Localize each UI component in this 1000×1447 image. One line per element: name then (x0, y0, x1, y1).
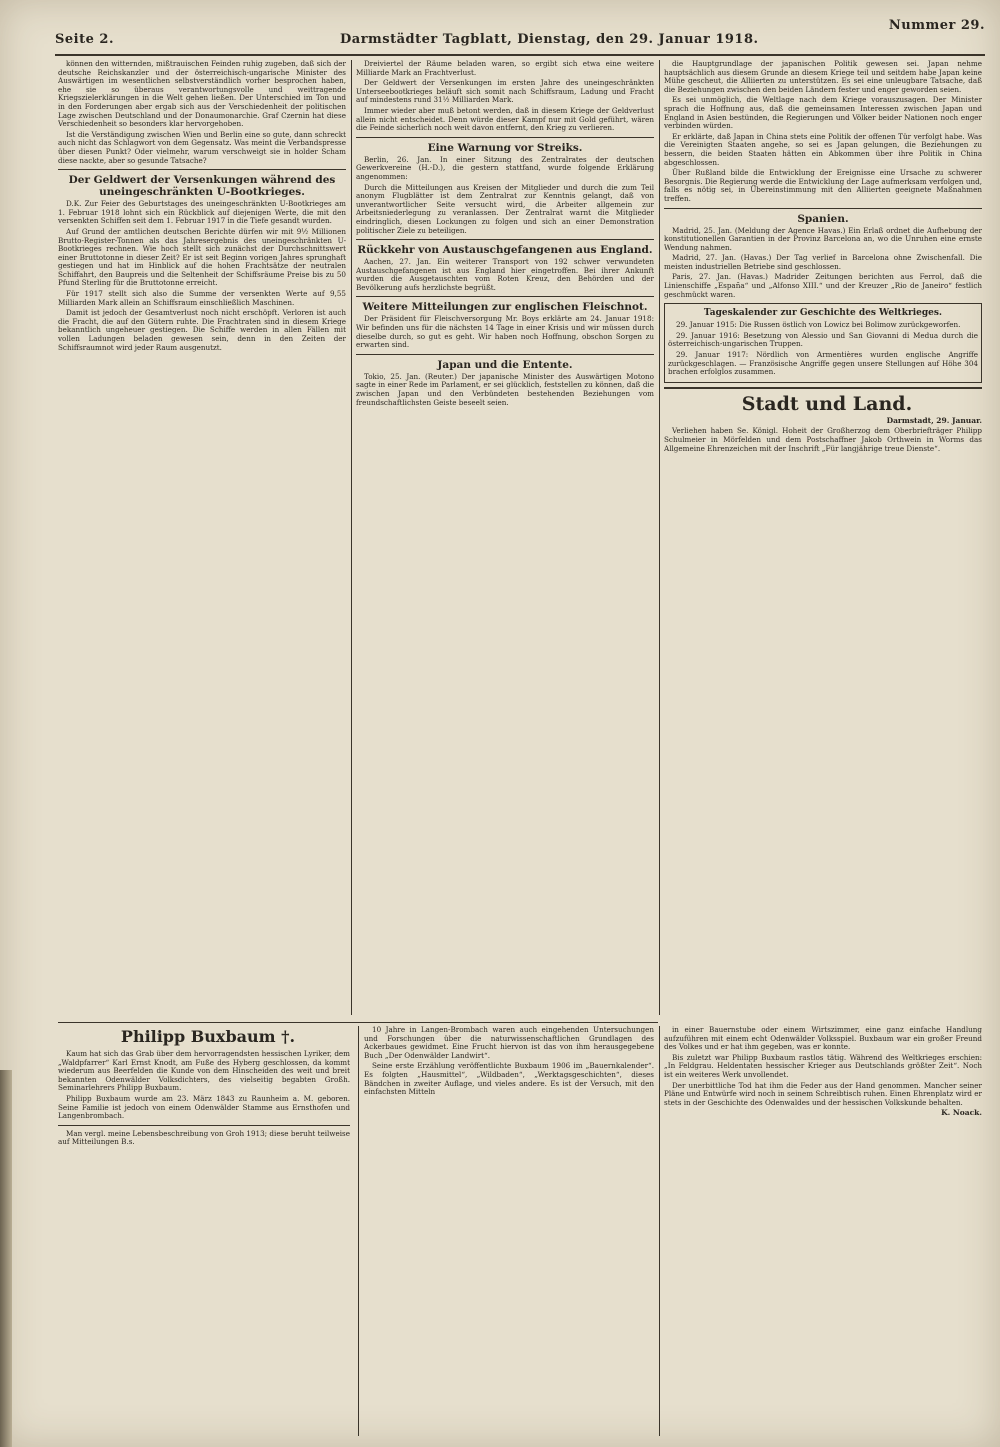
feuilleton-rule (58, 1022, 658, 1023)
feuilleton-paragraph: Der unerbittliche Tod hat ihm die Feder aus der Hand genommen. Mancher seiner Pläne und Entwürfe wird noch in seinem Schreibtisch ruhen. Einen Ehrenplatz wird er stets in der Geschichte des Odenwaldes und der hessischen Volkskunde behalten. (664, 1080, 982, 1107)
col2-paragraph: Immer wieder aber muß betont werden, daß in diesem Kriege der Geldverlust allein nicht entscheidet. Denn würde dieser Kampf nur mit Gold geführt, wären die Feinde sicherlich noch weit davon entfernt, den Krieg zu verlieren. (356, 105, 654, 133)
col3-paragraph: die Hauptgrundlage der japanischen Politik gewesen sei. Japan nehme hauptsächlich aus diesem Grunde an diesem Kriege teil und seitdem habe Japan keine Mühe gescheut, die Alliierten zu unterstützen. Es sei eine unleugbare Tatsache, daß die Beziehungen zwischen den beiden Ländern fester und enger geworden seien. (664, 60, 982, 94)
dateline: Darmstadt, 29. Januar. (886, 415, 982, 425)
col2-paragraph: Dreiviertel der Räume beladen waren, so ergibt sich etwa eine weitere Milliarde Mark an Frachtverlust. (356, 60, 654, 77)
article-heading: Weitere Mitteilungen zur englischen Fleischnot. (362, 301, 648, 314)
col3-paragraph: Er erklärte, daß Japan in China stets eine Politik der offenen Tür verfolgt habe. Was die Vereinigten Staaten angehe, so sei es Japan gelungen, die Beziehungen zu bessern, die beiden Staaten hätten ein Abkommen über ihre Politik in China abgeschlossen. (664, 131, 982, 167)
section-heading: Stadt und Land. (741, 392, 913, 415)
col3-paragraph: Über Rußland bilde die Entwicklung der Ereignisse eine Ursache zu schwerer Besorgnis. Die Regierung werde die Entwicklung der Lage aufmerksam verfolgen und, falls es nötig sei, in Übereinstimmung mit den Alliierten geeignete Maßnahmen treffen. (664, 168, 982, 203)
col3-paragraph: Verliehen haben Se. Königl. Hoheit der Großherzog dem Oberbriefträger Philipp Schulmeier in Mörfelden und dem Postschaffner Jakob Orthwein in Worms das Allgemeine Ehrenzeichen mit der Inschrift „Für langjährige treue Dienste“. (664, 426, 982, 453)
page-edge-shadow (0, 1070, 12, 1447)
divider (58, 169, 346, 170)
masthead-rule (55, 54, 985, 56)
column-rule (351, 60, 352, 1015)
col2-paragraph: Der Geldwert der Versenkungen im ersten Jahre des uneingeschränkten Unterseebootkrieges beläuft sich somit nach Schiffsraum, Ladung und Fracht auf mindestens rund 31½ Milliarden Mark. (356, 78, 654, 105)
col2-paragraph: Durch die Mitteilungen aus Kreisen der Mitglieder und durch die zum Teil anonym Flugblätter ist dem Zentralrat zur Kenntnis gelangt, daß von unverantwortlicher Seite versucht wird, die Arbeiter allgemein zur Arbeitsniederlegung zu veranlassen. Der Zentralrat warnt die Mitglieder eindringlich, diesen Lockungen zu folgen und sich an einer Demonstration politischer Ziele zu beteiligen. (356, 182, 654, 235)
article-heading: Eine Warnung vor Streiks. (427, 141, 583, 154)
footnote: Man vergl. meine Lebensbeschreibung von Groh 1913; diese beruht teilweise auf Mitteilungen B.s. (58, 1128, 350, 1147)
divider (356, 137, 654, 138)
signature: K. Noack. (941, 1108, 982, 1118)
feuilleton-paragraph: Bis zuletzt war Philipp Buxbaum rastlos tätig. Während des Weltkrieges erschien: „In Feldgrau. Heldentaten hessischer Krieger aus Deutschlands größter Zeit“. Noch ist ein weiteres Werk unvollendet. (664, 1052, 982, 1079)
feuilleton-paragraph: Philipp Buxbaum wurde am 23. März 1843 zu Raunheim a. M. geboren. Seine Familie ist jedoch von einem Odenwälder Stamme aus Ernsthofen und Langenbrombach. (58, 1093, 350, 1121)
masthead (55, 18, 985, 47)
col2-paragraph: Tokio, 25. Jan. (Reuter.) Der japanische Minister des Auswärtigen Motono sagte in einer Rede im Parlament, er sei glücklich, feststellen zu können, daß die zwischen Japan und den Verbündeten bestehenden Beziehungen vom freundschaftlichsten Geiste beseelt seien. (356, 371, 654, 407)
divider (664, 208, 982, 209)
feuilleton-paragraph: 10 Jahre in Langen-Brombach waren auch eingehenden Untersuchungen und Forschungen über die naturwissenschaftlichen Grundlagen des Ackerbaues gewidmet. Eine Frucht hiervon ist das von ihm herausgegebene Buch „Der Odenwälder Landwirt“. (364, 1026, 654, 1060)
col1-paragraph: Ist die Verständigung zwischen Wien und Berlin eine so gute, dann schreckt auch nicht das Schlagwort von dem Gegensatz. Was meint die Verbandspresse über diesen Punkt? Oder vielmehr, warum verschweigt sie in holder Scham diese nackte, aber so gesunde Tatsache? (58, 129, 346, 165)
col3-paragraph: Paris, 27. Jan. (Havas.) Madrider Zeitungen berichten aus Ferrol, daß die Linienschiffe „España“ und „Alfonso XIII.“ und der Kreuzer „Rio de Janeiro“ festlich geschmückt waren. (664, 272, 982, 299)
col3-paragraph: Madrid, 27. Jan. (Havas.) Der Tag verlief in Barcelona ohne Zwischenfall. Die meisten industriellen Betriebe sind geschlossen. (664, 253, 982, 271)
col3-paragraph: Madrid, 25. Jan. (Meldung der Agence Havas.) Ein Erlaß ordnet die Aufhebung der konstitutionellen Garantien in der Provinz Barcelona an, wo die Unruhen eine ernste Wendung nahmen. (664, 225, 982, 252)
divider (356, 239, 654, 240)
feuilleton-column-1 (58, 1026, 350, 1436)
feuilleton-column-2 (364, 1026, 654, 1436)
col1-paragraph: können den witternden, mißtrauischen Feinden ruhig zugeben, daß sich der deutsche Reichskanzler und der österreichisch-ungarische Minister des Auswärtigen im wesentlichen selbstverständlich vorher besprochen haben, ehe sie so überaus verantwortungsvolle und weittragende Kriegszielerklärungen in die Welt gehen ließen. Der Unterschied im Ton und in den Forderungen aber ergab sich aus der Verschiedenheit der politischen Lage zwischen Deutschland und der Donaumonarchie. Graf Czernin hat diese Verschiedenheit so besonders klar hervorgehoben. (58, 60, 346, 129)
feuilleton-column-3 (664, 1026, 982, 1436)
war-calendar-box (664, 303, 982, 383)
column-2 (356, 60, 654, 1020)
feuilleton-paragraph: Kaum hat sich das Grab über dem hervorragendsten hessischen Lyriker, dem „Waldpfarrer“ Karl Ernst Knodt, am Fuße des Hyberg geschlossen, da kommt wiederum aus Beerfelden die Kunde von dem Hinscheiden des weit und breit bekannten Odenwälder Volksdichters, des vielseitig begabten Großh. Seminarlehrers Philipp Buxbaum. (58, 1049, 350, 1093)
col1-paragraph: Damit ist jedoch der Gesamtverlust noch nicht erschöpft. Verloren ist auch die Fracht, die auf den Gütern ruhte. Die Frachtraten sind in diesem Kriege bekanntlich ungeheuer gestiegen. Die Schiffe werden in allen Fällen mit vollen Ladungen beladen gewesen sein, denn in den Zeiten der Schiffsraumnot wird jeder Raum ausgenutzt. (58, 308, 346, 352)
column-rule (358, 1026, 359, 1436)
feuilleton-paragraph: Seine erste Erzählung veröffentlichte Buxbaum 1906 im „Bauernkalender“. Es folgten „Hausmittel“, „Wildbaden“, „Werktagsgeschichten“, dieses Bändchen in zweiter Auflage, und vieles andere. Es ist der Versuch, mit den einfachsten Mitteln (364, 1061, 654, 1097)
divider (664, 387, 982, 389)
article-heading: Spanien. (797, 212, 849, 225)
obituary-heading: Philipp Buxbaum †. (120, 1027, 296, 1046)
col2-paragraph: Aachen, 27. Jan. Ein weiterer Transport von 192 schwer verwundeten Austauschgefangenen ist aus England hier eingetroffen. Bei ihrer Ankunft wurden die Ausgetauschten vom Roten Kreuz, den Behörden und der Bevölkerung aufs herzlichste begrüßt. (356, 257, 654, 292)
divider (58, 1125, 350, 1126)
col3-paragraph: Es sei unmöglich, die Weltlage nach dem Kriege vorauszusagen. Der Minister sprach die Hoffnung aus, daß die gemeinsamen Interessen zwischen Japan und England in Asien bestünden, die Regierungen und Völker beider Nationen noch enger verbinden würden. (664, 95, 982, 131)
feuilleton-paragraph: in einer Bauernstube oder einem Wirtszimmer, eine ganz einfache Handlung aufzuführen mit einem echt Odenwälder Volksspiel. Buxbaum war ein großer Freund des Volkes und er hat ihm gegeben, was er konnte. (664, 1026, 982, 1052)
divider (356, 296, 654, 297)
col2-paragraph: Berlin, 26. Jan. In einer Sitzung des Zentralrates der deutschen Gewerkvereine (H.-D.), die gestern stattfand, wurde folgende Erklärung angenommen: (356, 154, 654, 181)
calendar-entry: 29. Januar 1915: Die Russen östlich von Lowicz bei Bolimow zurückgeworfen. (676, 320, 961, 330)
divider (356, 354, 654, 355)
page-number: Seite 2. (55, 32, 114, 47)
article-heading: Japan und die Entente. (437, 358, 573, 371)
col1-paragraph: Auf Grund der amtlichen deutschen Berichte dürfen wir mit 9½ Millionen Brutto-Register-Tonnen als das Jahresergebnis des uneingeschränkten U-Bootkrieges rechnen. Wie hoch stellt sich zunächst der Durchschnittswert einer Bruttotonne in dieser Zeit? Er ist seit Beginn vorigen Jahres sprunghaft gestiegen und hat im Hinblick auf die hohen Frachtsätze der neutralen Schiffahrt, den Baupreis und die Seltenheit der Schiffsräume Preise bis zu 50 Pfund Sterling für die Bruttotonne erreicht. (58, 226, 346, 288)
calendar-entry: 29. Januar 1917: Nördlich von Armentières wurden englische Angriffe zurückgeschlagen. — Französische Angriffe gegen unsere Stellungen auf Höhe 304 brachen erfolglos zusammen. (668, 350, 978, 377)
calendar-entry: 29. Januar 1916: Besetzung von Alessio und San Giovanni di Medua durch die österreichisch-ungarischen Truppen. (668, 330, 978, 349)
issue-number: Nummer 29. (888, 18, 985, 33)
column-rule (659, 60, 660, 1015)
column-rule (659, 1026, 660, 1436)
col1-paragraph: Für 1917 stellt sich also die Summe der versenkten Werte auf 9,55 Milliarden Mark allein an Schiffsraum einschließlich Maschinen. (58, 289, 346, 307)
calendar-heading: Tageskalender zur Geschichte des Weltkrieges. (703, 308, 943, 319)
column-3 (664, 60, 982, 1020)
article-heading: Der Geldwert der Versenkungen während des uneingeschränkten U-Bootkrieges. (68, 174, 336, 199)
col2-paragraph: Der Präsident für Fleischversorgung Mr. Boys erklärte am 24. Januar 1918: Wir befinden uns für die nächsten 14 Tage in einer Krisis und wir müssen durch dieselbe durch, so gut es geht. Wir haben noch Hoffnung, obschon Sorgen zu erwarten sind. (356, 314, 654, 350)
article-heading: Rückkehr von Austauschgefangenen aus England. (357, 244, 653, 257)
col1-paragraph: D.K. Zur Feier des Geburtstages des uneingeschränkten U-Bootkrieges am 1. Februar 1918 lohnt sich ein Rückblick auf diejenigen Werte, die mit den versenkten Schiffen seit dem 1. Februar 1917 in die Tiefe gesandt wurden. (58, 199, 346, 226)
column-1 (58, 60, 346, 1020)
paper-date: Darmstädter Tagblatt, Dienstag, den 29. Januar 1918. (340, 32, 759, 47)
